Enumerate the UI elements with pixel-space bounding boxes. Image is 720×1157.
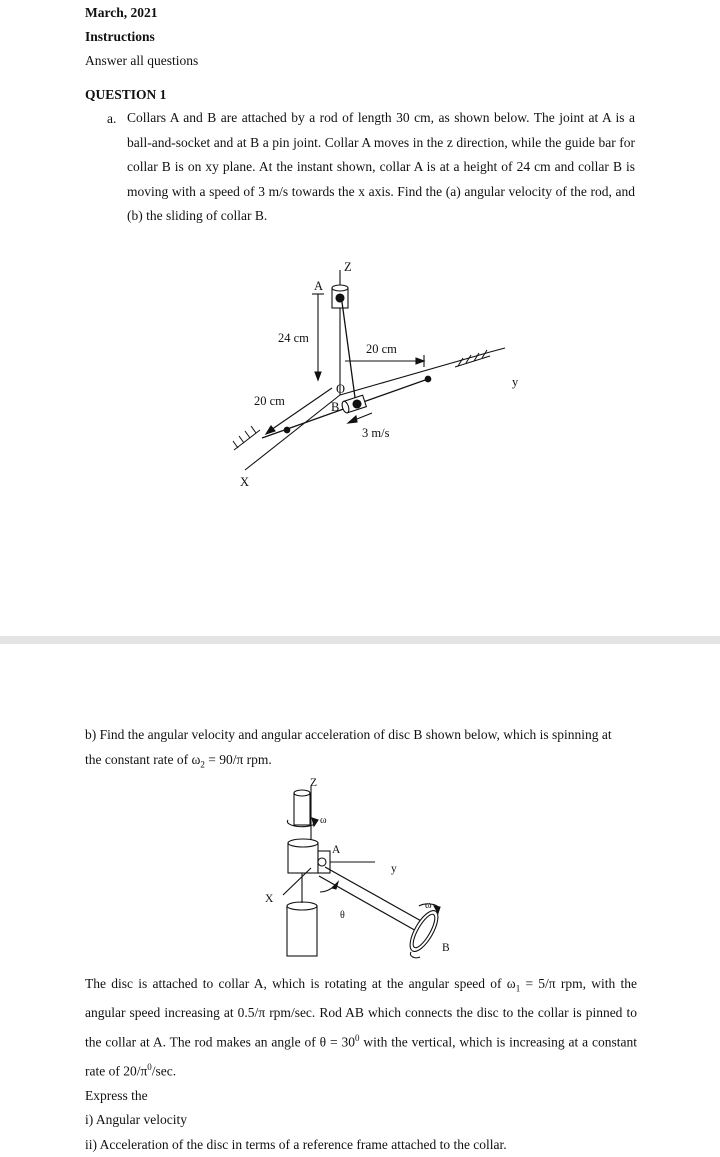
- part-b-rate: the constant rate of $\omega_2 = 90/\pi$ rpm.: [85, 751, 272, 770]
- question-1-heading: QUESTION 1: [85, 87, 167, 102]
- y-axis-extension: [490, 348, 505, 352]
- fig2-label-x: X: [265, 893, 274, 905]
- date-heading: March, 2021: [85, 5, 158, 20]
- fig2-label-theta: θ: [340, 910, 345, 921]
- fig1-label-b: B: [331, 400, 340, 414]
- fig1-label-speed: 3 m/s: [362, 426, 390, 440]
- fig2-label-y: y: [391, 863, 397, 875]
- part-b-paragraph: [85, 723, 637, 777]
- instructions-text: Answer all questions: [85, 53, 199, 68]
- page-2: [0, 644, 720, 1152]
- fig1-label-x-dist: 20 cm: [254, 394, 285, 408]
- fig1-label-z: Z: [344, 260, 352, 274]
- fig1-label-height: 24 cm: [278, 331, 309, 345]
- part-a-marker: a.: [107, 111, 117, 126]
- fig1-label-a: A: [314, 279, 324, 293]
- disc-description-paragraph: [85, 972, 637, 1157]
- y-guide-bar: [340, 352, 490, 395]
- page-separator: [0, 636, 720, 644]
- figure-disc-collar: [0, 774, 720, 974]
- express-the: Express the: [85, 1087, 148, 1103]
- fig2-label-z: Z: [310, 777, 318, 789]
- pin-a: [318, 858, 326, 866]
- fig1-label-y-dist: 20 cm: [366, 342, 397, 356]
- item-ii-acceleration: ii) Acceleration of the disc in terms of a reference frame attached to the collar.: [85, 1136, 507, 1152]
- fig2-label-a: A: [332, 844, 341, 856]
- part-a-text: Collars A and B are attached by a rod of length 30 cm, as shown below. The joint at A is a ball-and-socket and at B a pin joint. Collar A moves in the z direction, while the guide bar for collar B is on xy plane. At the instant shown, collar A is at a height of 24 cm and collar B is moving with a speed of 3 m/s towards the x axis. Find the (a) angular velocity of the rod, and (b) the sliding of collar B.: [127, 110, 635, 223]
- part-a-paragraph: [127, 106, 635, 229]
- collar-b-joint: [353, 400, 361, 408]
- figure-collars-rod: [0, 250, 720, 500]
- instructions-heading: Instructions: [85, 29, 155, 44]
- part-b-intro: b) Find the angular velocity and angular acceleration of disc B shown below, which is spinning at: [85, 727, 612, 742]
- disc-b: [405, 907, 444, 956]
- fig2-label-b: B: [442, 942, 450, 954]
- top-shaft: [294, 793, 310, 825]
- fig1-label-x: X: [240, 475, 250, 489]
- collar-a-joint: [336, 294, 344, 302]
- fig2-label-omega2: ω: [425, 900, 432, 911]
- lower-shaft: [287, 906, 317, 956]
- rod-ab: [319, 876, 418, 932]
- fig2-label-omega1: ω: [320, 815, 327, 826]
- disc-description: The disc is attached to collar A, which is rotating at the angular speed of $\omega_1 = 5/\pi$ rpm, with the angular speed increasing at 0.5/π rpm/sec. Rod AB which connects the disc to the collar is pinned to the collar at A. The rod makes an angle of $\theta = 30^0$ with the vertical, which is increasing at a constant rate of $20/\pi^0/\sec$.: [85, 976, 637, 1079]
- fig1-label-y: y: [512, 375, 519, 389]
- item-i-angular-velocity: i) Angular velocity: [85, 1112, 187, 1128]
- fig1-label-o: O: [336, 382, 346, 396]
